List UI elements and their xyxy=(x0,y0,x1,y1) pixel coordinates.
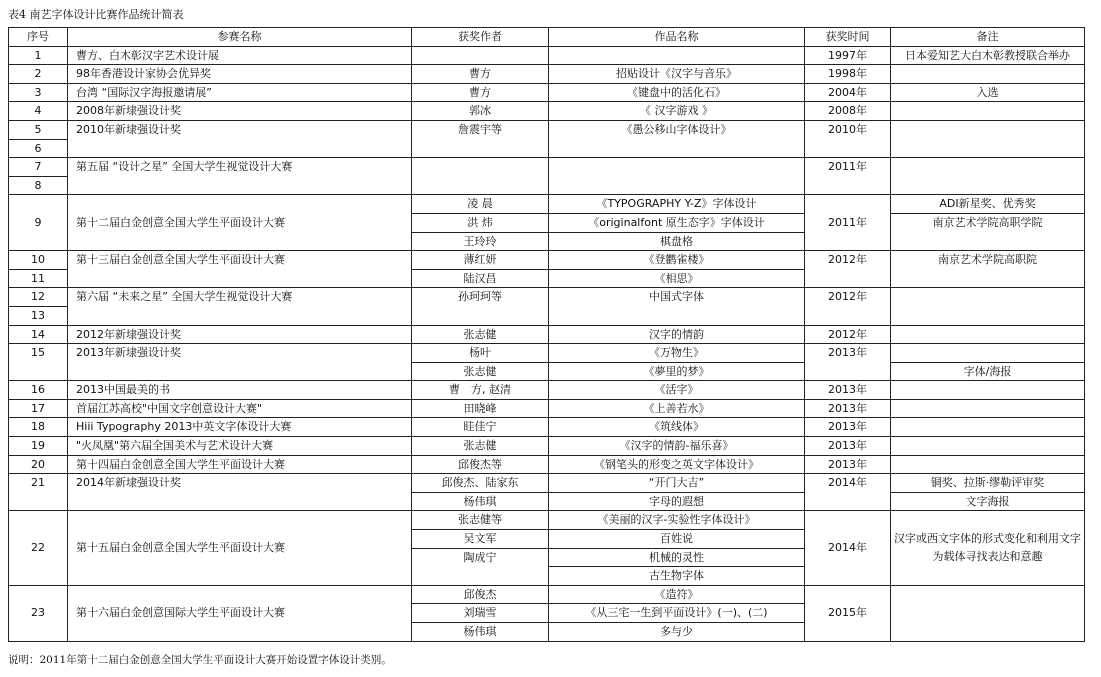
cell-no: 22 xyxy=(9,511,68,585)
table-caption: 表4 南艺字体设计比赛作品统计简表 xyxy=(8,8,184,21)
cell-author: 田晓峰 xyxy=(412,399,549,418)
cell-work: 《汉字的情韵-福乐喜》 xyxy=(549,437,805,456)
table-row xyxy=(9,102,1085,121)
cell-author xyxy=(412,158,549,195)
cell-author: 张志健 xyxy=(412,325,549,344)
cell-contest: 曹方、白木彰汉字艺术设计展 xyxy=(68,46,412,65)
cell-remark xyxy=(891,325,1085,344)
cell-remark xyxy=(891,585,1085,641)
cell-work: 多与少 xyxy=(549,623,805,642)
header-work: 作品名称 xyxy=(549,28,805,47)
cell-year: 2012年 xyxy=(805,251,891,288)
cell-no: 8 xyxy=(9,176,68,195)
cell-remark: 南京艺术学院高职学院 xyxy=(891,213,1085,250)
table-row xyxy=(9,437,1085,456)
cell-no: 12 xyxy=(9,288,68,307)
cell-author: 陶成宁 xyxy=(412,548,549,585)
cell-no: 21 xyxy=(9,474,68,511)
cell-year: 2012年 xyxy=(805,325,891,344)
cell-contest: 第十二届白金创意全国大学生平面设计大赛 xyxy=(68,195,412,251)
cell-remark: 南京艺术学院高职院 xyxy=(891,251,1085,288)
cell-work: 汉字的情韵 xyxy=(549,325,805,344)
statistics-table xyxy=(8,27,1085,642)
cell-work: 《键盘中的活化石》 xyxy=(549,83,805,102)
cell-contest: 第十五届白金创意全国大学生平面设计大赛 xyxy=(68,511,412,585)
cell-remark: 文字海报 xyxy=(891,492,1085,511)
cell-remark xyxy=(891,455,1085,474)
cell-remark xyxy=(891,399,1085,418)
cell-year: 2011年 xyxy=(805,195,891,251)
cell-work: 百姓说 xyxy=(549,530,805,549)
cell-year: 2014年 xyxy=(805,474,891,511)
cell-year: 2014年 xyxy=(805,511,891,585)
cell-author: 吴文军 xyxy=(412,530,549,549)
cell-remark xyxy=(891,344,1085,363)
cell-remark xyxy=(891,102,1085,121)
cell-remark: 字体/海报 xyxy=(891,362,1085,381)
cell-remark xyxy=(891,418,1085,437)
cell-work: 《万物生》 xyxy=(549,344,805,363)
cell-work: 《上善若水》 xyxy=(549,399,805,418)
cell-contest: 第十四届白金创意全国大学生平面设计大赛 xyxy=(68,455,412,474)
cell-contest: Hiii Typography 2013中英文字体设计大赛 xyxy=(68,418,412,437)
table-row xyxy=(9,65,1085,84)
cell-contest: 2013中国最美的书 xyxy=(68,381,412,400)
cell-author: 杨叶 xyxy=(412,344,549,363)
cell-work: “开门大吉” xyxy=(549,474,805,493)
cell-remark xyxy=(891,158,1085,195)
table-row xyxy=(9,455,1085,474)
cell-contest: 2010年新埭强设计奖 xyxy=(68,120,412,157)
cell-work: 《登鹳雀楼》 xyxy=(549,251,805,270)
table-header-row xyxy=(9,28,1085,47)
cell-author: 陆汉昌 xyxy=(412,269,549,288)
cell-remark: 汉字或西文字体的形式变化和利用文字为载体寻找表达和意趣 xyxy=(891,511,1085,585)
cell-no: 20 xyxy=(9,455,68,474)
cell-author: 邱俊杰等 xyxy=(412,455,549,474)
cell-contest: 第十三届白金创意全国大学生平面设计大赛 xyxy=(68,251,412,288)
cell-no: 3 xyxy=(9,83,68,102)
cell-no: 13 xyxy=(9,306,68,325)
cell-contest: 台湾 “国际汉字海报邀请展” xyxy=(68,83,412,102)
cell-author: 王玲玲 xyxy=(412,232,549,251)
table-row xyxy=(9,120,1085,139)
cell-year: 2010年 xyxy=(805,120,891,157)
cell-author: 洪 炜 xyxy=(412,213,549,232)
cell-work: 《造符》 xyxy=(549,585,805,604)
table-row xyxy=(9,511,1085,530)
cell-author: 张志健等 xyxy=(412,511,549,530)
cell-work: 《夢里的梦》 xyxy=(549,362,805,381)
cell-author: 张志健 xyxy=(412,362,549,381)
table-row xyxy=(9,195,1085,214)
cell-remark: 入选 xyxy=(891,83,1085,102)
table-row xyxy=(9,288,1085,307)
cell-no: 5 xyxy=(9,120,68,139)
cell-author xyxy=(412,46,549,65)
cell-work: 《愚公移山字体设计》 xyxy=(549,120,805,157)
cell-year: 2012年 xyxy=(805,288,891,325)
cell-author: 曹方 xyxy=(412,65,549,84)
cell-no: 19 xyxy=(9,437,68,456)
cell-contest: 2014年新埭强设计奖 xyxy=(68,474,412,511)
cell-year: 2008年 xyxy=(805,102,891,121)
cell-work: 《筑线体》 xyxy=(549,418,805,437)
cell-contest: 第五届 “设计之星” 全国大学生视觉设计大赛 xyxy=(68,158,412,195)
cell-no: 16 xyxy=(9,381,68,400)
table-row xyxy=(9,399,1085,418)
cell-work: 《 汉字游戏 》 xyxy=(549,102,805,121)
cell-work xyxy=(549,158,805,195)
cell-year: 1998年 xyxy=(805,65,891,84)
table-row xyxy=(9,585,1085,604)
cell-author: 郭冰 xyxy=(412,102,549,121)
cell-author: 孙珂珂等 xyxy=(412,288,549,325)
cell-contest: "火凤凰"第六届全国美术与艺术设计大赛 xyxy=(68,437,412,456)
header-author: 获奖作者 xyxy=(412,28,549,47)
cell-no: 14 xyxy=(9,325,68,344)
table-row xyxy=(9,474,1085,493)
cell-author: 刘瑞雪 xyxy=(412,604,549,623)
cell-no: 10 xyxy=(9,251,68,270)
cell-work: 《活字》 xyxy=(549,381,805,400)
cell-year: 2013年 xyxy=(805,344,891,381)
cell-work: 棋盘格 xyxy=(549,232,805,251)
cell-author: 张志健 xyxy=(412,437,549,456)
cell-contest: 2012年新埭强设计奖 xyxy=(68,325,412,344)
cell-year: 2013年 xyxy=(805,418,891,437)
cell-work: 《originalfont 原生态字》字体设计 xyxy=(549,213,805,232)
cell-remark: ADI新星奖、优秀奖 xyxy=(891,195,1085,214)
cell-no: 2 xyxy=(9,65,68,84)
cell-year: 2011年 xyxy=(805,158,891,195)
cell-author: 杨伟琪 xyxy=(412,623,549,642)
cell-remark xyxy=(891,437,1085,456)
cell-remark xyxy=(891,120,1085,157)
cell-author: 眭佳宁 xyxy=(412,418,549,437)
cell-no: 18 xyxy=(9,418,68,437)
cell-author: 詹震宇等 xyxy=(412,120,549,157)
cell-work: 《TYPOGRAPHY Y-Z》字体设计 xyxy=(549,195,805,214)
cell-no: 1 xyxy=(9,46,68,65)
header-no: 序号 xyxy=(9,28,68,47)
cell-author: 薄红妍 xyxy=(412,251,549,270)
cell-work: 《钢笔头的形变之英文字体设计》 xyxy=(549,455,805,474)
cell-contest: 98年香港设计家协会优异奖 xyxy=(68,65,412,84)
table-row xyxy=(9,251,1085,270)
cell-work: 中国式字体 xyxy=(549,288,805,325)
cell-year: 2013年 xyxy=(805,381,891,400)
cell-year: 2004年 xyxy=(805,83,891,102)
cell-no: 9 xyxy=(9,195,68,251)
cell-no: 17 xyxy=(9,399,68,418)
cell-work xyxy=(549,46,805,65)
cell-year: 2015年 xyxy=(805,585,891,641)
header-year: 获奖时间 xyxy=(805,28,891,47)
cell-year: 2013年 xyxy=(805,399,891,418)
table-row xyxy=(9,83,1085,102)
table-row xyxy=(9,158,1085,177)
cell-contest: 首届江苏高校"中国文字创意设计大赛" xyxy=(68,399,412,418)
cell-remark xyxy=(891,381,1085,400)
header-remark: 备注 xyxy=(891,28,1085,47)
header-contest: 参赛名称 xyxy=(68,28,412,47)
table-row xyxy=(9,418,1085,437)
cell-remark: 日本爱知艺大白木彰教授联合举办 xyxy=(891,46,1085,65)
cell-no: 15 xyxy=(9,344,68,381)
cell-contest: 第六届 “未来之星” 全国大学生视觉设计大赛 xyxy=(68,288,412,325)
cell-no: 6 xyxy=(9,139,68,158)
cell-no: 4 xyxy=(9,102,68,121)
table-row xyxy=(9,325,1085,344)
cell-author: 曹 方, 赵清 xyxy=(412,381,549,400)
cell-work: 招贴设计《汉字与音乐》 xyxy=(549,65,805,84)
cell-author: 杨伟琪 xyxy=(412,492,549,511)
table-note: 说明：2011年第十二届白金创意全国大学生平面设计大赛开始设置字体设计类别。 xyxy=(8,654,392,666)
cell-contest: 2013年新埭强设计奖 xyxy=(68,344,412,381)
cell-work: 字母的遐想 xyxy=(549,492,805,511)
table-row xyxy=(9,381,1085,400)
cell-no: 23 xyxy=(9,585,68,641)
cell-author: 邱俊杰 xyxy=(412,585,549,604)
cell-work: 机械的灵性 xyxy=(549,548,805,567)
cell-remark xyxy=(891,288,1085,325)
table-row xyxy=(9,344,1085,363)
cell-remark xyxy=(891,65,1085,84)
cell-remark: 铜奖、拉斯·缪勒评审奖 xyxy=(891,474,1085,493)
cell-work: 《美丽的汉字-实验性字体设计》 xyxy=(549,511,805,530)
cell-author: 曹方 xyxy=(412,83,549,102)
cell-contest: 第十六届白金创意国际大学生平面设计大赛 xyxy=(68,585,412,641)
cell-year: 1997年 xyxy=(805,46,891,65)
table-row xyxy=(9,46,1085,65)
cell-year: 2013年 xyxy=(805,437,891,456)
cell-work: 《相思》 xyxy=(549,269,805,288)
cell-author: 凌 晨 xyxy=(412,195,549,214)
cell-work: 《从三宅一生到平面设计》(一)、(二) xyxy=(549,604,805,623)
cell-contest: 2008年新埭强设计奖 xyxy=(68,102,412,121)
cell-work: 古生物字体 xyxy=(549,567,805,586)
cell-no: 7 xyxy=(9,158,68,177)
cell-no: 11 xyxy=(9,269,68,288)
cell-year: 2013年 xyxy=(805,455,891,474)
cell-author: 邱俊杰、陆家东 xyxy=(412,474,549,493)
